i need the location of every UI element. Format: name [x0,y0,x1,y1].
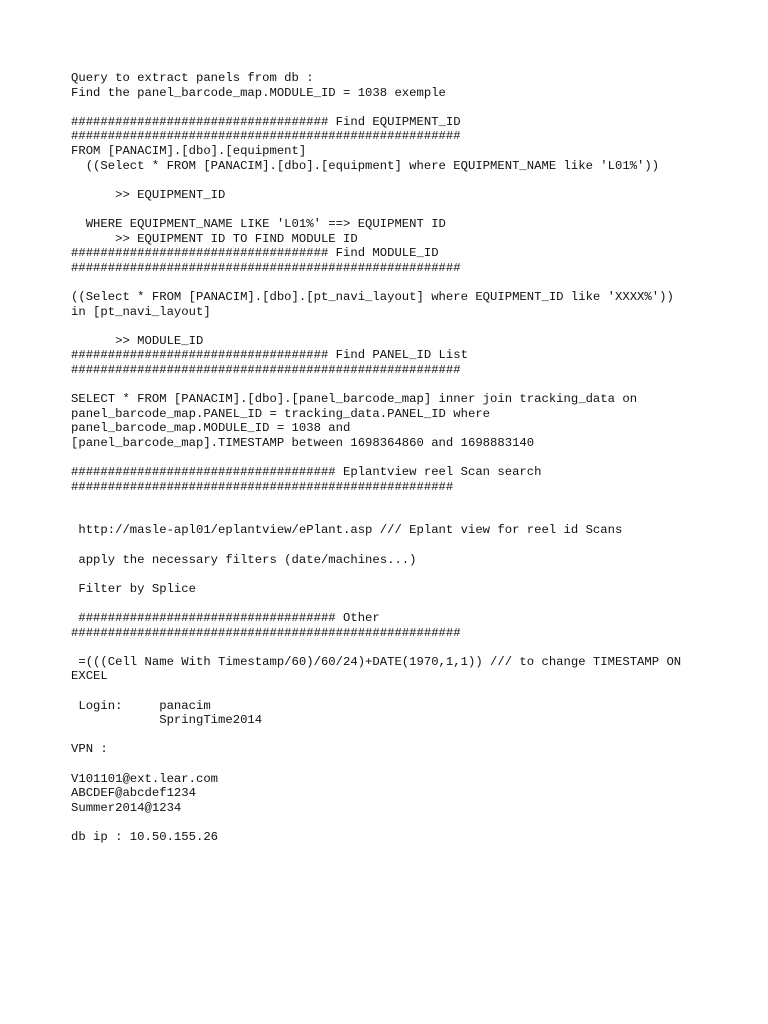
section-header-module-id: ################################### Find MODULE_ID [71,246,439,261]
login-password-line: SpringTime2014 [71,713,263,728]
text-line: apply the necessary filters (date/machines...) [71,552,417,567]
code-line: panel_barcode_map.MODULE_ID = 1038 and [71,421,351,436]
section-header-eplantview: #################################### Eplantview reel Scan search [71,465,542,480]
vpn-credential-line: ABCDEF@abcdef1234 [71,786,196,801]
blank-line [71,202,731,217]
blank-line [71,494,731,509]
blank-line [71,684,731,699]
vpn-credential-line: V101101@ext.lear.com [71,771,219,786]
db-ip-line: db ip : 10.50.155.26 [71,829,219,844]
vpn-credential-line: Summer2014@1234 [71,800,182,815]
section-divider: ##################################################### [71,260,461,275]
code-line: in [pt_navi_layout] [71,304,211,319]
section-divider: ##################################################### [71,362,461,377]
section-header-panel-id-list: ################################### Find PANEL_ID List [71,348,468,363]
blank-line [71,100,731,115]
text-line: >> MODULE_ID [71,333,204,348]
text-line: Filter by Splice [71,581,196,596]
text-line: >> EQUIPMENT_ID [71,187,226,202]
blank-line [71,538,731,553]
code-line: ((Select * FROM [PANACIM].[dbo].[pt_navi_layout] where EQUIPMENT_ID like 'XXXX%')) [71,289,674,304]
section-divider: #################################################### [71,479,454,494]
document-body [71,71,731,844]
blank-line [71,275,731,290]
code-line: FROM [PANACIM].[dbo].[equipment] [71,143,307,158]
blank-line [71,728,731,743]
text-line: EXCEL [71,669,108,684]
code-line: panel_barcode_map.PANEL_ID = tracking_data.PANEL_ID where [71,406,491,421]
code-line: WHERE EQUIPMENT_NAME LIKE 'L01%' ==> EQUIPMENT ID [71,216,446,231]
blank-line [71,319,731,334]
text-line: Find the panel_barcode_map.MODULE_ID = 1038 exemple [71,85,446,100]
blank-line [71,640,731,655]
url-line: http://masle-apl01/eplantview/ePlant.asp /// Eplant view for reel id Scans [71,523,623,538]
code-line: ((Select * FROM [PANACIM].[dbo].[equipment] where EQUIPMENT_NAME like 'L01%')) [71,158,660,173]
section-header-equipment-id: ################################### Find EQUIPMENT_ID [71,114,461,129]
blank-line [71,173,731,188]
code-line: SELECT * FROM [PANACIM].[dbo].[panel_barcode_map] inner join tracking_data on [71,392,638,407]
vpn-label: VPN : [71,742,108,757]
login-line: Login: panacim [71,698,211,713]
section-divider: ##################################################### [71,129,461,144]
blank-line [71,757,731,772]
text-line: >> EQUIPMENT ID TO FIND MODULE ID [71,231,358,246]
section-divider: ##################################################### [71,625,461,640]
formula-line: =(((Cell Name With Timestamp/60)/60/24)+DATE(1970,1,1)) /// to change TIMESTAMP ON [71,654,682,669]
code-line: [panel_barcode_map].TIMESTAMP between 1698364860 and 1698883140 [71,435,535,450]
blank-line [71,596,731,611]
section-header-other: ################################### Other [71,610,380,625]
blank-line [71,815,731,830]
blank-line [71,377,731,392]
blank-line [71,509,731,524]
blank-line [71,450,731,465]
blank-line [71,567,731,582]
text-line: Query to extract panels from db : [71,71,314,85]
